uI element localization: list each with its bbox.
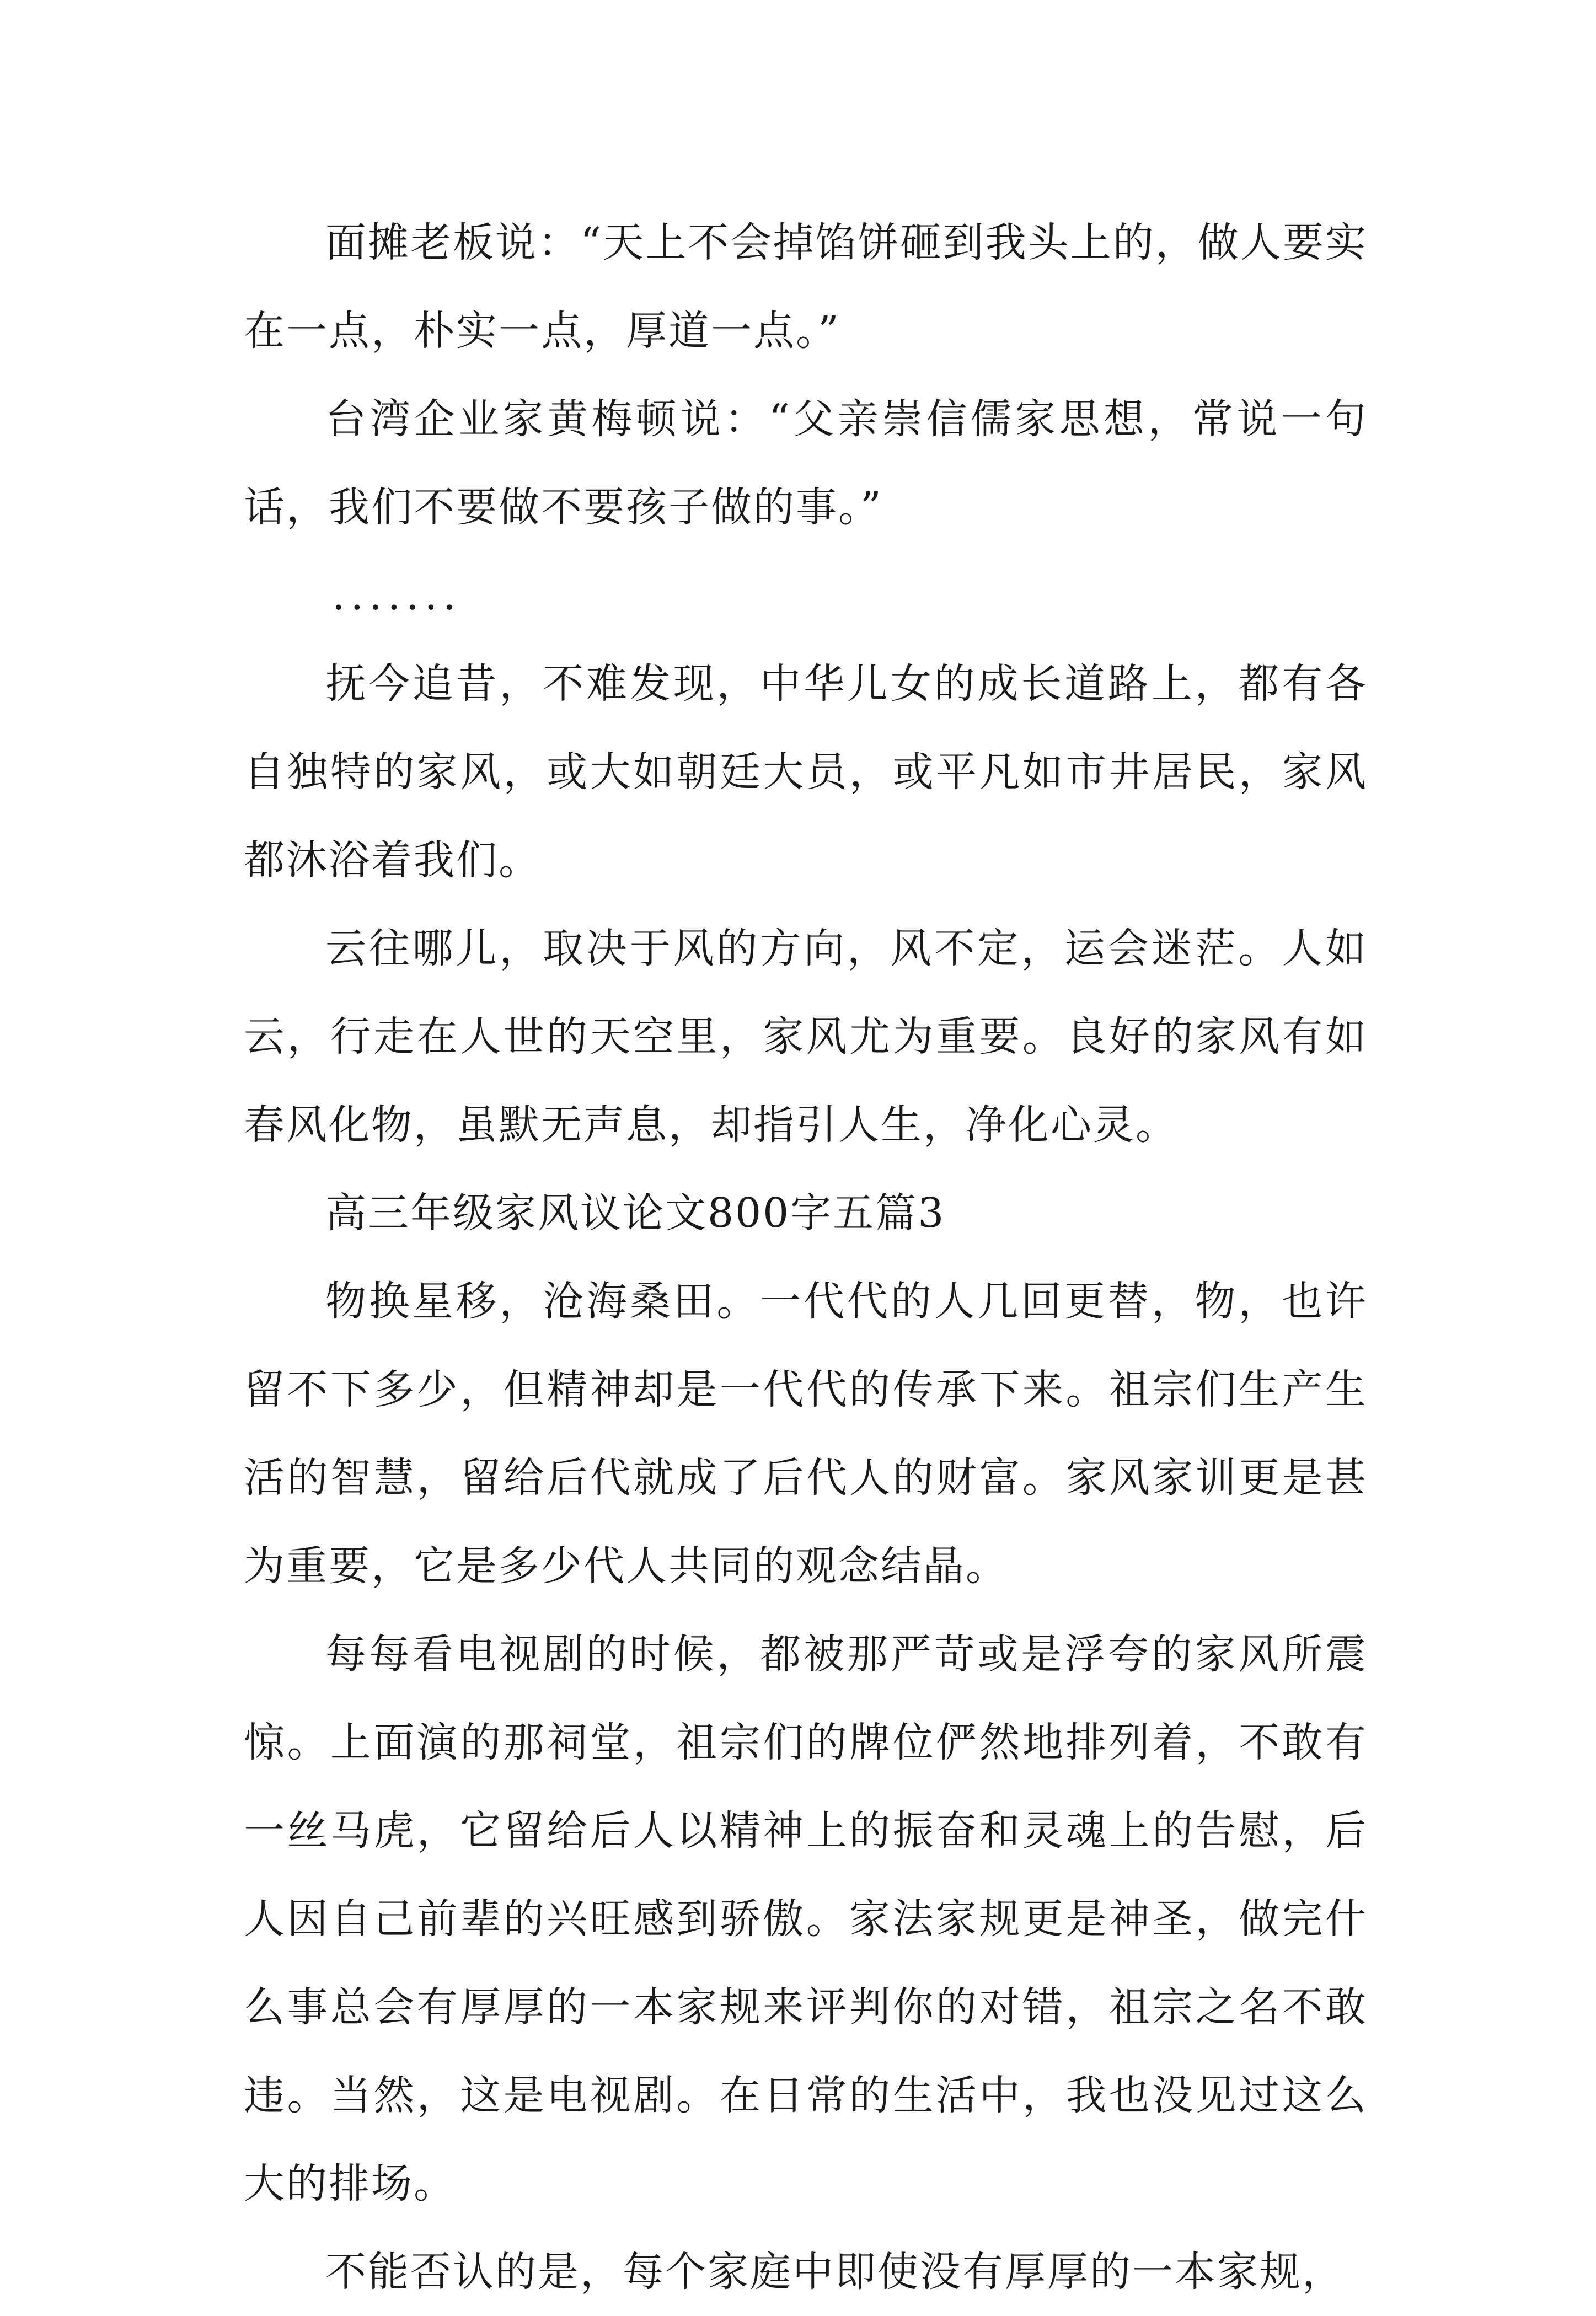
paragraph-noodle-vendor-quote: 面摊老板说：“天上不会掉馅饼砸到我头上的，做人要实在一点，朴实一点，厚道一点。”: [244, 219, 1368, 355]
document-body: [244, 199, 1368, 2316]
paragraph-family-rules: 不能否认的是，每个家庭中即使没有厚厚的一本家规，: [325, 2248, 1345, 2296]
paragraph-generations: 物换星移，沧海桑田。一代代的人几回更替，物，也许留不下多少，但精神却是一代代的传承下来。祖宗们生产生活的智慧，留给后代就成了后代人的财富。家风家训更是甚为重要，它是多少代人共同的观念结晶。: [244, 1278, 1368, 1590]
section-heading: 高三年级家风议论文800字五篇3: [325, 1189, 946, 1237]
paragraph-huang-meidun-quote: 台湾企业家黄梅顿说：“父亲崇信儒家思想，常说一句话，我们不要做不要孩子做的事。”: [244, 395, 1368, 531]
paragraph-clouds-and-wind: 云往哪儿，取决于风的方向，风不定，运会迷茫。人如云，行走在人世的天空里，家风尤为重要。良好的家风有如春风化物，虽默无声息，却指引人生，净化心灵。: [244, 925, 1368, 1149]
ellipsis-line: .......: [332, 572, 462, 619]
paragraph-looking-back: 抚今追昔，不难发现，中华儿女的成长道路上，都有各自独特的家风，或大如朝廷大员，或平凡如市井居民，家风都沐浴着我们。: [244, 660, 1368, 884]
paragraph-tv-dramas: 每每看电视剧的时候，都被那严苛或是浮夸的家风所震惊。上面演的那祠堂，祖宗们的牌位俨然地排列着，不敢有一丝马虎，它留给后人以精神上的振奋和灵魂上的告慰，后人因自己前辈的兴旺感到骄傲。家法家规更是神圣，做完什么事总会有厚厚的一本家规来评判你的对错，祖宗之名不敢违。当然，这是电视剧。在日常的生活中，我也没见过这么大的排场。: [244, 1631, 1368, 2207]
